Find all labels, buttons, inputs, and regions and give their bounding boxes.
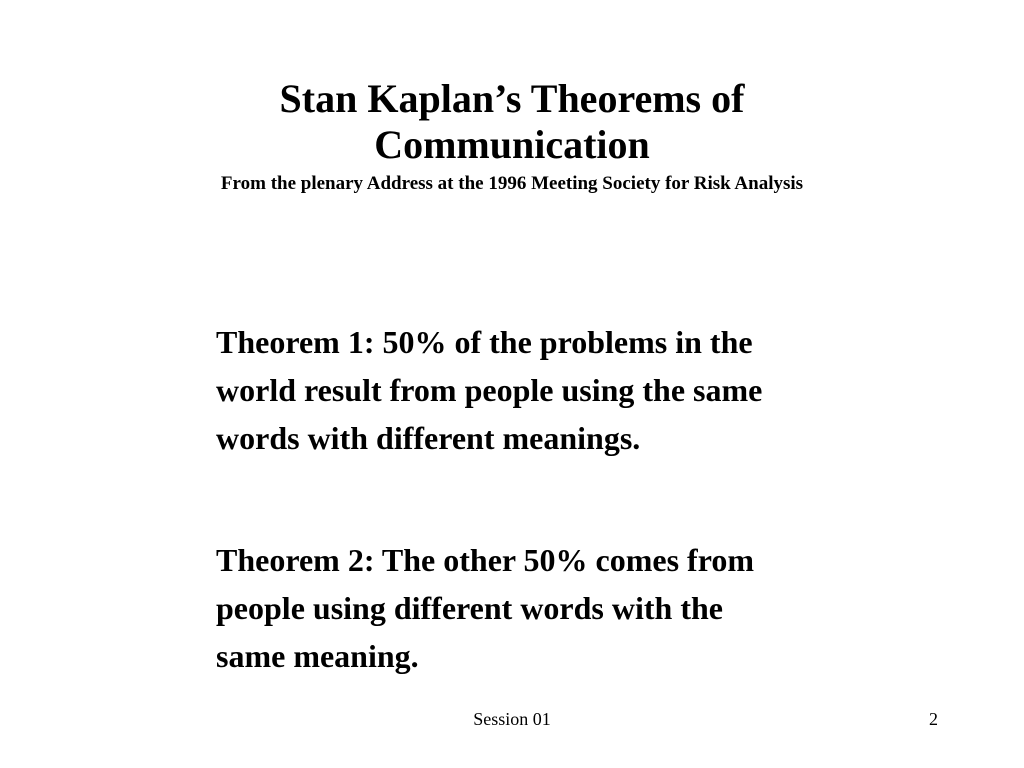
theorem-1-line-3: words with different meanings. (216, 420, 641, 456)
theorem-1-line-1: Theorem 1: 50% of the problems in the (216, 324, 753, 360)
theorem-1 (216, 318, 916, 462)
theorem-list (216, 318, 916, 680)
footer-page-number: 2 (929, 709, 938, 729)
theorem-2 (216, 536, 916, 680)
theorem-2-line-3: same meaning. (216, 638, 419, 674)
slide-title (0, 76, 1024, 168)
theorem-2-line-2: people using different words with the (216, 590, 723, 626)
footer-session-label: Session 01 (473, 709, 551, 729)
theorem-1-line-2: world result from people using the same (216, 372, 763, 408)
theorem-2-line-1: Theorem 2: The other 50% comes from (216, 542, 754, 578)
slide-subtitle: From the plenary Address at the 1996 Meeting Society for Risk Analysis (220, 173, 804, 194)
title-block (0, 76, 1024, 196)
title-line-1: Stan Kaplan’s Theorems of (279, 76, 745, 121)
title-line-2: Communication (374, 122, 650, 167)
